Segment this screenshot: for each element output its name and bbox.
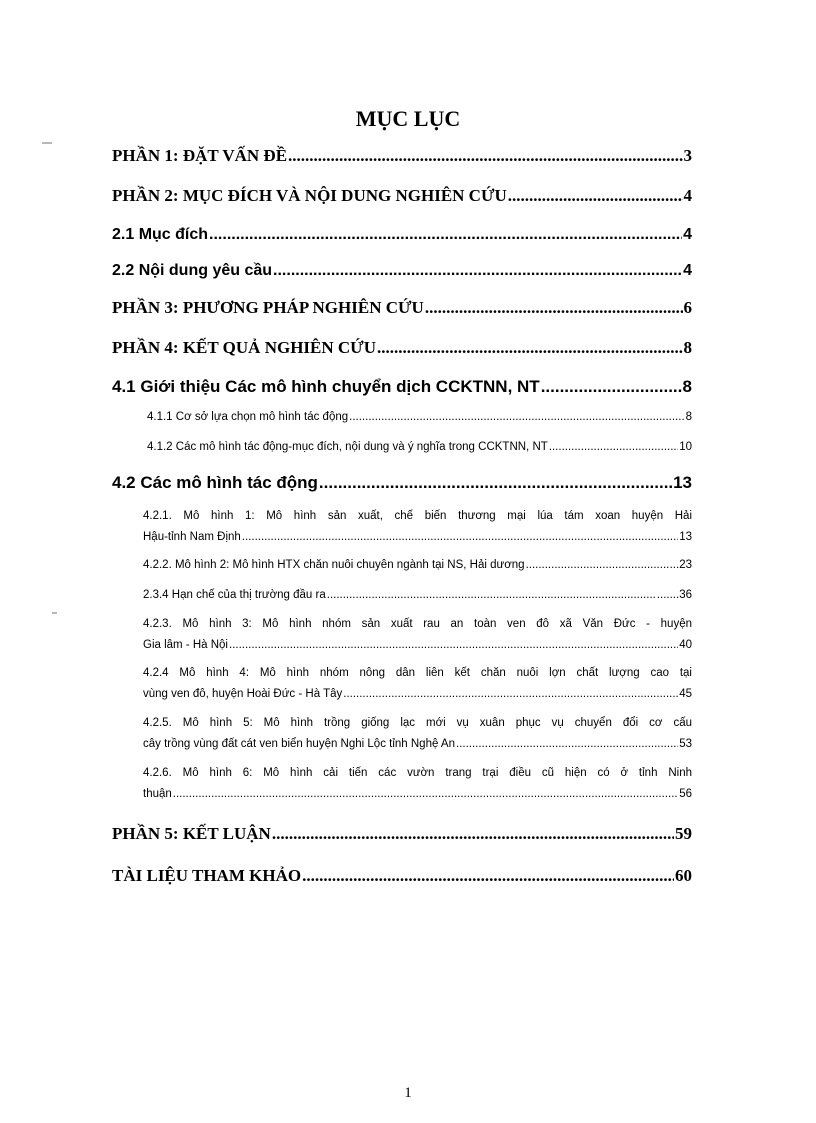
- toc-leader: [319, 473, 672, 493]
- toc-page-number: 60: [675, 866, 692, 885]
- toc-page-number: 59: [675, 824, 692, 843]
- toc-entry-label-continued: thuận: [143, 788, 172, 800]
- toc-page-number: 13: [673, 473, 692, 492]
- toc-leader: [425, 298, 683, 318]
- toc-entry[interactable]: [112, 866, 692, 886]
- toc-entry[interactable]: [147, 411, 692, 423]
- toc-leader: [302, 866, 674, 886]
- toc-leader: [173, 784, 678, 805]
- toc-page-number: 10: [679, 441, 692, 453]
- toc-entry-label: 4.1.1 Cơ sở lựa chọn mô hình tác động: [147, 411, 349, 423]
- toc-entry-label: 2.2 Nội dung yêu cầu: [112, 262, 273, 279]
- toc-page-number: 6: [683, 298, 692, 317]
- toc-leader: [288, 146, 682, 166]
- toc-entry[interactable]: [112, 298, 692, 318]
- toc-page-number: 8: [683, 338, 692, 357]
- toc-page-number: 8: [685, 411, 692, 423]
- scan-mark: [52, 612, 57, 614]
- toc-entry-label-continued: Gia lâm - Hà Nội: [143, 639, 228, 651]
- toc-page-number: .......36: [656, 589, 692, 601]
- page-title: MỤC LỤC: [355, 106, 461, 131]
- toc-leader: [273, 262, 682, 280]
- toc-entry[interactable]: [143, 663, 692, 705]
- toc-entry-label: 4.2.4 Mô hình 4: Mô hình nhóm nông dân liên kết chăn nuôi lợn chất lượng cao tại: [143, 667, 692, 679]
- toc-leader: [349, 411, 684, 423]
- toc-entry[interactable]: [143, 589, 692, 601]
- toc-entry-label-continued: Hậu-tỉnh Nam Định: [143, 531, 241, 543]
- toc-entry[interactable]: [143, 614, 692, 656]
- toc-entry[interactable]: [112, 146, 692, 166]
- toc-entry[interactable]: [147, 441, 692, 453]
- toc-entry[interactable]: [143, 763, 692, 805]
- toc-entry[interactable]: [143, 713, 692, 755]
- toc-entry-label: 4.2.5. Mô hình 5: Mô hình trồng giống lạc mới vụ xuân phục vụ chuyển đổi cơ cấu: [143, 717, 692, 729]
- toc-entry[interactable]: [112, 473, 692, 493]
- toc-page-number: 8: [682, 377, 692, 396]
- toc-entry-label: 4.1.2 Các mô hình tác động-mục đích, nội dung và ý nghĩa trong CCKTNN, NT: [147, 441, 548, 453]
- toc-leader: [343, 684, 678, 705]
- toc-entry-label: 4.2.2. Mô hình 2: Mô hình HTX chăn nuôi chuyên ngành tại NS, Hải dương: [143, 559, 525, 571]
- toc-page-number: 4: [683, 226, 692, 243]
- toc-entry[interactable]: [112, 377, 692, 397]
- toc-entry-label: 4.2.3. Mô hình 3: Mô hình nhóm sản xuất rau an toàn ven đô xã Văn Đức - huyện: [143, 618, 692, 630]
- page-number: 1: [404, 1085, 412, 1101]
- toc-entry[interactable]: [112, 262, 692, 280]
- toc-entry[interactable]: [112, 186, 692, 206]
- toc-page-number: 56: [679, 788, 692, 800]
- toc-page-number: 4: [683, 262, 692, 279]
- toc-leader: [209, 226, 682, 244]
- toc-leader: [541, 377, 682, 397]
- toc-entry-label: TÀI LIỆU THAM KHẢO: [112, 866, 302, 885]
- toc-leader: [549, 441, 678, 453]
- toc-entry-label: 4.2.1. Mô hình 1: Mô hình sản xuất, chế biến thương mại lúa tám xoan huyện Hải: [143, 510, 692, 522]
- toc-page-number: ...23: [669, 559, 692, 571]
- toc-leader: [229, 635, 678, 656]
- toc-page-number: 40: [679, 639, 692, 651]
- toc-entry[interactable]: [143, 506, 692, 548]
- toc-page-number: 3: [683, 146, 692, 165]
- toc-entry-label: 4.2.6. Mô hình 6: Mô hình cải tiến các vườn trang trại điều cũ hiện có ở tỉnh Ninh: [143, 767, 692, 779]
- toc-entry-label-continued: cây trồng vùng đất cát ven biển huyện Nghi Lộc tỉnh Nghệ An: [143, 738, 455, 750]
- toc-leader: [526, 559, 669, 571]
- toc-entry[interactable]: [112, 824, 692, 844]
- toc-leader: [377, 338, 683, 358]
- toc-page-number: 13: [679, 531, 692, 543]
- toc-entry-label: PHẦN 2: MỤC ĐÍCH VÀ NỘI DUNG NGHIÊN CỨU: [112, 186, 507, 205]
- toc-entry-label: PHẦN 4: KẾT QUẢ NGHIÊN CỨU: [112, 338, 376, 357]
- toc-entry-label: 4.2 Các mô hình tác động: [112, 473, 318, 492]
- toc-leader: [272, 824, 674, 844]
- toc-entry-label: PHẦN 5: KẾT LUẬN: [112, 824, 271, 843]
- toc-leader: [508, 186, 683, 206]
- toc-entry[interactable]: [143, 559, 692, 571]
- toc-entry-label: PHẦN 1: ĐẶT VẤN ĐỀ: [112, 146, 288, 165]
- toc-page-number: 53: [679, 738, 692, 750]
- toc-entry[interactable]: [112, 338, 692, 358]
- scan-mark: [42, 142, 52, 144]
- toc-leader: [456, 734, 678, 755]
- toc-leader: [327, 589, 656, 601]
- toc-entry-label: 4.1 Giới thiệu Các mô hình chuyển dịch CCKTNN, NT: [112, 377, 540, 396]
- toc-entry[interactable]: [112, 226, 692, 244]
- toc-entry-label: 2.1 Mục đích: [112, 226, 209, 243]
- toc-leader: [242, 527, 678, 548]
- toc-page-number: 4: [683, 186, 692, 205]
- toc-entry-label-continued: vùng ven đô, huyện Hoài Đức - Hà Tây: [143, 688, 343, 700]
- toc-page-number: 45: [679, 688, 692, 700]
- toc-entry-label: 2.3.4 Hạn chế của thị trường đầu ra: [143, 589, 326, 601]
- toc-entry-label: PHẦN 3: PHƯƠNG PHÁP NGHIÊN CỨU: [112, 298, 424, 317]
